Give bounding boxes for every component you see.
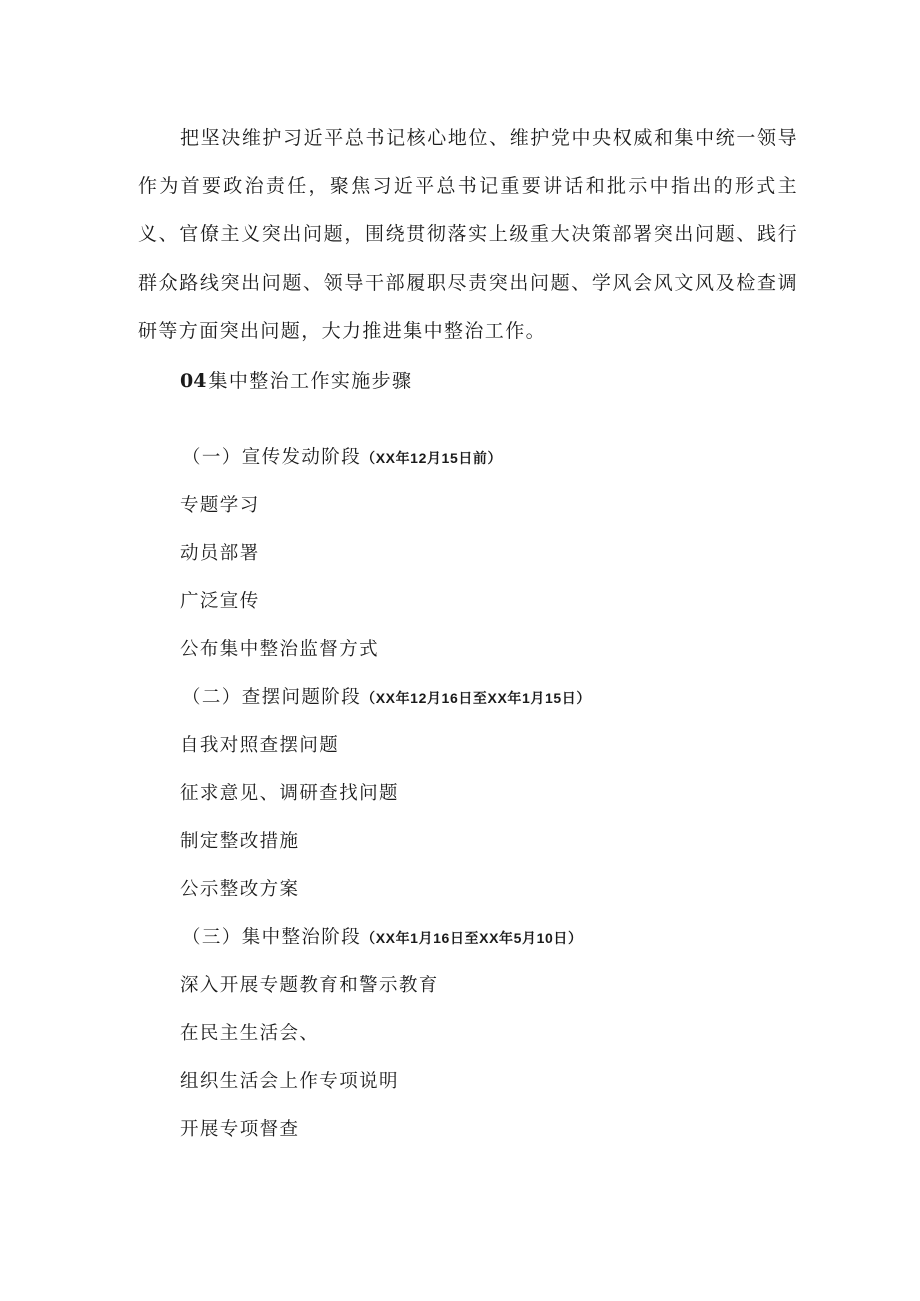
phase-date-range: （XX年12月16日至XX年1月15日）: [361, 690, 591, 706]
section-number: 04: [180, 370, 207, 392]
list-item: 组织生活会上作专项说明: [180, 1071, 399, 1092]
list-item: 专题学习: [180, 495, 260, 516]
list-item: 公布集中整治监督方式: [180, 639, 380, 660]
list-item: 公示整改方案: [180, 879, 300, 900]
phase-label: （一）宣传发动阶段: [182, 447, 362, 468]
section-title: 集中整治工作实施步骤: [208, 370, 413, 392]
phase-heading-1: [182, 443, 502, 469]
phase-label: （二）查摆问题阶段: [182, 687, 362, 708]
section-heading: [180, 366, 412, 393]
list-item: 深入开展专题教育和警示教育: [180, 975, 439, 996]
list-item: 开展专项督查: [180, 1119, 300, 1140]
phase-heading-2: [182, 683, 591, 709]
phase-heading-3: [182, 923, 583, 949]
list-item: 制定整改措施: [180, 831, 300, 852]
list-item: 广泛宣传: [180, 591, 260, 612]
list-item: 动员部署: [180, 543, 260, 564]
list-item: 在民主生活会、: [180, 1023, 320, 1044]
phase-label: （三）集中整治阶段: [182, 927, 362, 948]
phase-date-range: （XX年1月16日至XX年5月10日）: [361, 930, 583, 946]
list-item: 自我对照查摆问题: [180, 735, 340, 756]
list-item: 征求意见、调研查找问题: [180, 783, 399, 804]
phase-date-range: （XX年12月15日前）: [361, 450, 503, 466]
intro-paragraph: 把坚决维护习近平总书记核心地位、维护党中央权威和集中统一领导作为首要政治责任，聚焦习近平总书记重要讲话和批示中指出的形式主义、官僚主义突出问题，围绕贯彻落实上级重大决策部署突出问题、践行群众路线突出问题、领导干部履职尽责突出问题、学风会风文风及检查调研等方面突出问题，大力推进集中整治工作。: [138, 127, 798, 342]
